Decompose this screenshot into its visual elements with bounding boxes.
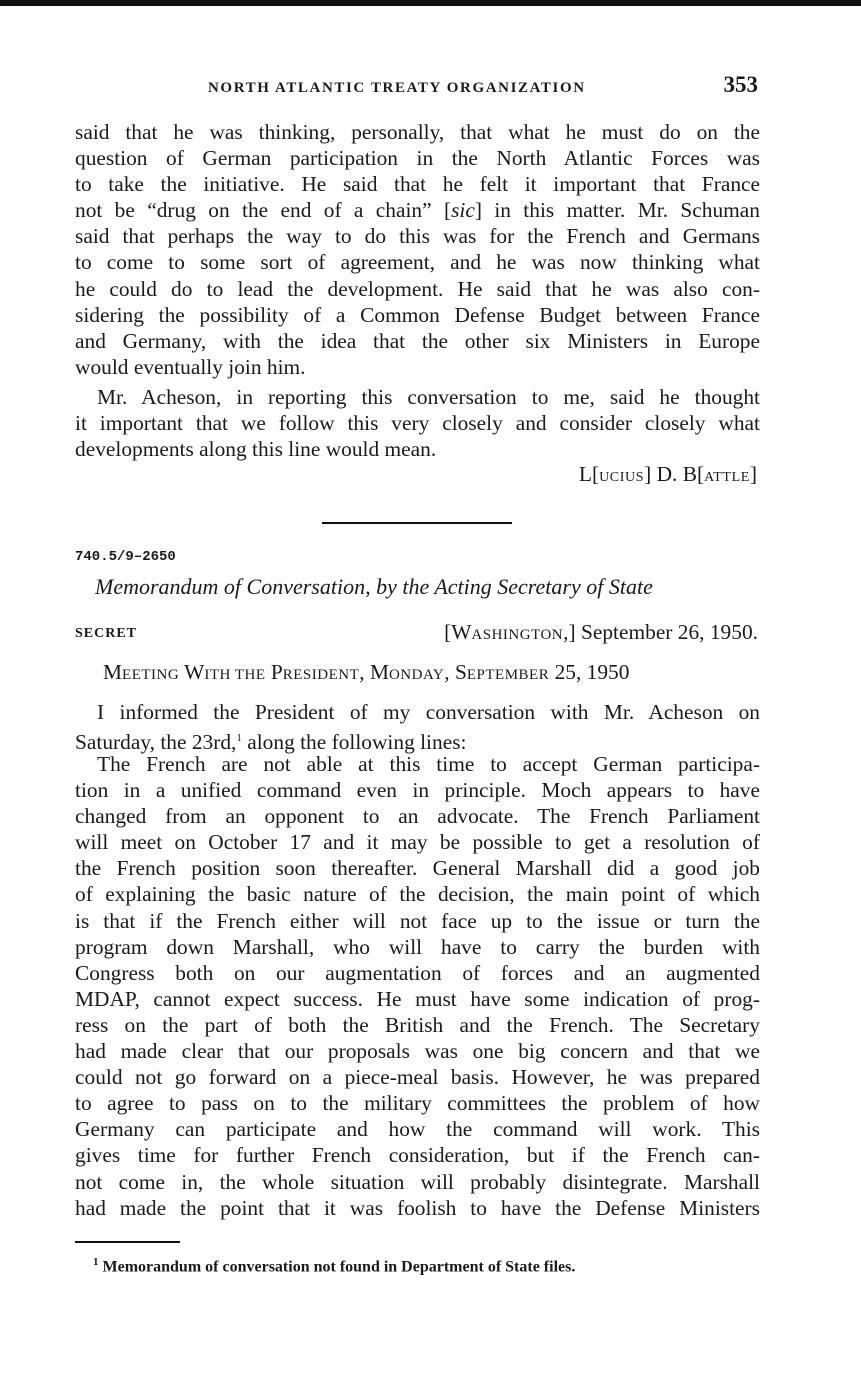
signature-part: ] D. B[ [644, 462, 705, 486]
title-part: ITH [204, 667, 231, 683]
memo-title: Memorandum of Conversation, by the Acting Secretary of State [95, 574, 653, 599]
text-line: Germany can participate and how the command will work. This [75, 1117, 760, 1142]
text-line: Congress both on our augmentation of forces and an augmented [75, 960, 760, 985]
text-line: Mr. Acheson, in reporting this conversation to me, said he thought [97, 385, 760, 409]
title-part: RESIDENT [282, 667, 360, 683]
text-line: changed from an opponent to an advocate. The French Parliament [75, 804, 760, 829]
footnote-marker: 1 [93, 1256, 99, 1268]
title-part: M [364, 660, 389, 684]
text-line: not come in, the whole situation will probably disintegrate. Marshall [75, 1169, 760, 1194]
running-head: NORTH ATLANTIC TREATY ORGANIZATION [208, 80, 586, 96]
text-line: had made the point that it was foolish to have the Defense Ministers [75, 1195, 760, 1220]
dateline-part: ASHINGTON [471, 627, 564, 643]
sic-italic: sic [451, 198, 475, 223]
title-part: EETING [122, 667, 180, 683]
text-line: MDAP, cannot expect success. He must have some indication of prog- [75, 986, 760, 1011]
dateline-part: ,] September 26, 1950. [563, 620, 758, 644]
signature-part: L[ [578, 462, 600, 486]
dateline-part: W [451, 620, 472, 644]
title-part: , [359, 660, 365, 684]
text-fragment: Saturday, the 23rd, [75, 730, 237, 755]
classification: SECRET [75, 626, 138, 641]
footnote-text: Memorandum of conversation not found in Department of State files. [98, 1258, 576, 1276]
text-line: not be “drug on the end of a chain” [sic] in this matter. Mr. Schuman [75, 198, 760, 223]
text-line: tion in a unified command even in principle. Moch appears to have [75, 778, 760, 803]
page-header [75, 72, 760, 102]
text-line: and Germany, with the idea that the other six Ministers in Europe [75, 328, 760, 353]
signature-part: UCIUS [599, 470, 645, 485]
title-part: P [265, 660, 283, 684]
footnote-divider [75, 1241, 180, 1243]
text-line: would eventually join him. [75, 354, 306, 379]
text-line: I informed the President of my conversation with Mr. Acheson on [97, 700, 760, 724]
text-line [75, 725, 760, 755]
text-line: he could do to lead the development. He said that he was also con- [75, 276, 760, 301]
text-line: had made clear that our proposals was one big concern and that we [75, 1039, 760, 1064]
text-line: said that he was thinking, personally, that what he must do on the [75, 120, 760, 144]
footnote-ref: 1 [236, 732, 242, 745]
title-part: S [449, 660, 467, 684]
title-part: , [444, 660, 450, 684]
text-line: of explaining the basic nature of the decision, the main point of which [75, 882, 760, 907]
paragraph-2 [75, 384, 760, 462]
dateline-part: [ [444, 620, 452, 644]
paragraph-1 [75, 119, 760, 380]
text-line: The French are not able at this time to accept German participa- [97, 752, 760, 776]
text-line: said that perhaps the way to do this was for the French and Germans [75, 224, 760, 249]
text-line: to take the initiative. He said that he felt it important that France [75, 172, 760, 197]
title-part: ONDAY [388, 667, 445, 683]
title-part: 25, 1950 [549, 660, 630, 684]
text-line: it important that we follow this very closely and consider closely what [75, 411, 760, 436]
text-line: sidering the possibility of a Common Defense Budget between France [75, 302, 760, 327]
signature-part: ATTLE [704, 470, 750, 485]
page-top-edge [0, 0, 861, 6]
title-part: EPTEMBER [466, 667, 550, 683]
signature-part: ] [749, 462, 757, 486]
title-part: W [179, 660, 205, 684]
dateline [444, 620, 758, 645]
text-line: to agree to pass on to the military committees the problem of how [75, 1091, 760, 1116]
text-line: program down Marshall, who will have to carry the burden with [75, 934, 760, 959]
section-divider [322, 522, 512, 524]
text-line: question of German participation in the North Atlantic Forces was [75, 146, 760, 171]
text-line: gives time for further French consideration, but if the French can- [75, 1143, 760, 1168]
text-fragment: along the following lines: [241, 730, 467, 755]
text-line: ress on the part of both the British and the French. The Secretary [75, 1012, 760, 1037]
paragraph-3 [75, 699, 760, 755]
text-line: developments along this line would mean. [75, 437, 437, 462]
text-line: to come to some sort of agreement, and he was now thinking what [75, 250, 760, 275]
page-number: 353 [723, 72, 758, 97]
text-line: will meet on October 17 and it may be possible to get a resolution of [75, 830, 760, 855]
title-part: THE [230, 667, 266, 683]
document-id: 740.5/9–2650 [75, 549, 176, 565]
signature [75, 462, 757, 487]
text-line: could not go forward on a piece-meal basis. However, he was prepared [75, 1065, 760, 1090]
text-line: the French position soon thereafter. General Marshall did a good job [75, 856, 760, 881]
paragraph-4 [75, 751, 760, 1221]
title-part: M [103, 660, 123, 684]
memo-meta [75, 620, 758, 648]
footnote [93, 1256, 575, 1276]
text-line: is that if the French either will not face up to the issue or turn the [75, 908, 760, 933]
meeting-title [103, 660, 629, 685]
